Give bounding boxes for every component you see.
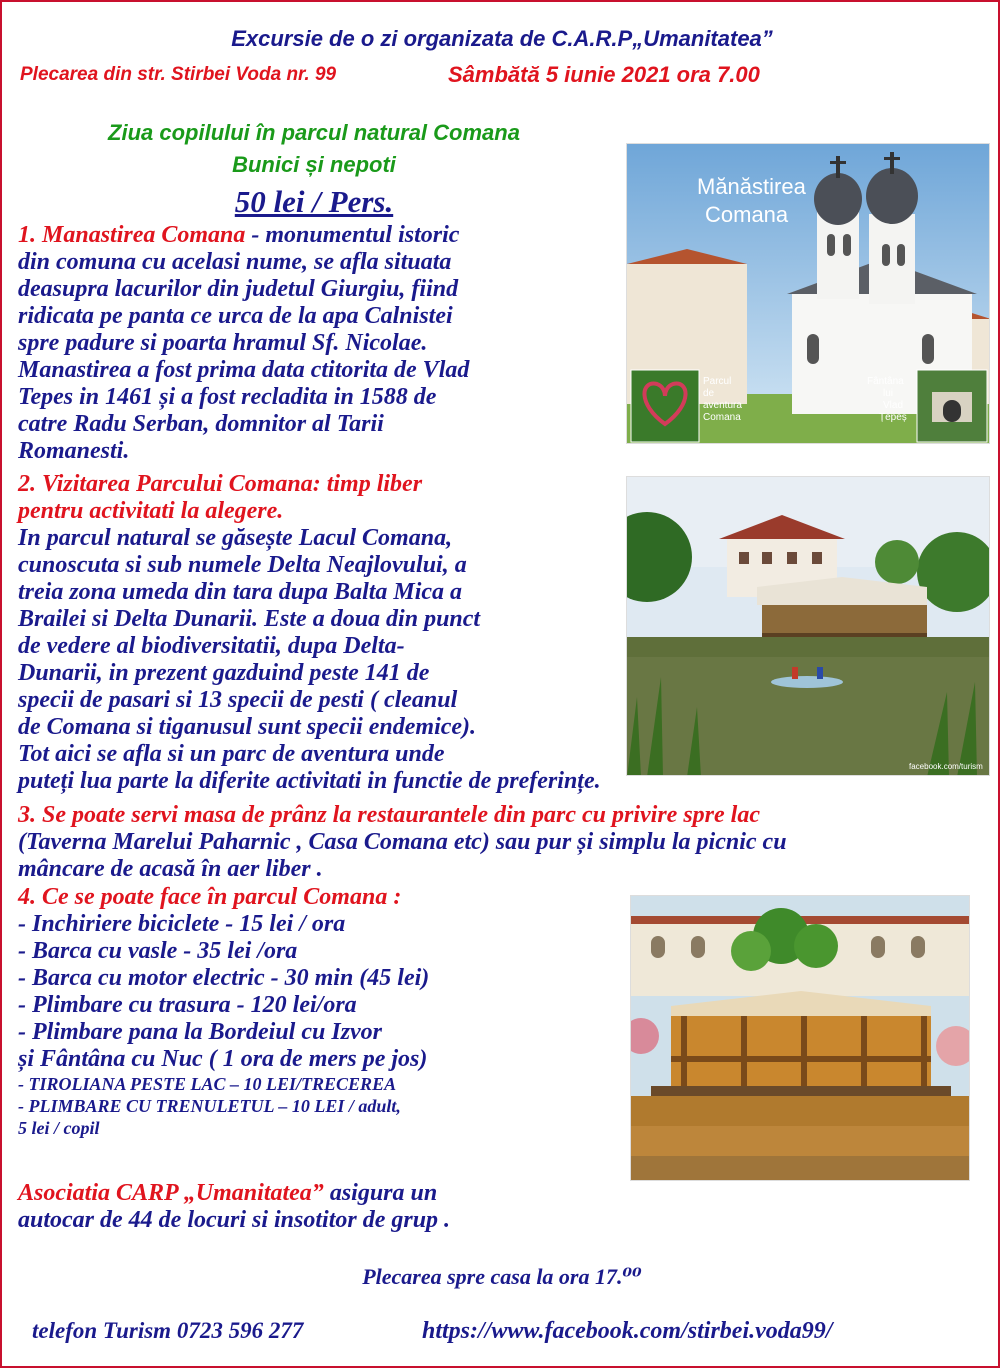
activity-item: - Barca cu vasle - 35 lei /ora bbox=[18, 938, 298, 964]
price-label: 50 lei / Pers. bbox=[234, 184, 394, 219]
section-1-line: Tepes in 1461 și a fost recladita in 1588 de bbox=[18, 384, 437, 410]
section-2-heading: pentru activitati la alegere. bbox=[18, 498, 284, 524]
section-1-heading: 1. Manastirea Comana bbox=[18, 222, 246, 248]
association-text: asigura un bbox=[323, 1180, 438, 1206]
section-1-line: ridicata pe panta ce urca de la apa Calnistei bbox=[18, 303, 453, 329]
departure-date: Sâmbătă 5 iunie 2021 ora 7.00 bbox=[448, 62, 760, 87]
activity-item: - Plimbare cu trasura - 120 lei/ora bbox=[18, 992, 357, 1018]
section-1-line: - monumentul istoric bbox=[245, 222, 460, 248]
departure-address: Plecarea din str. Stirbei Voda nr. 99 bbox=[20, 64, 337, 85]
event-subtitle: Ziua copilului în parcul natural Comana bbox=[108, 120, 520, 145]
section-2-line: Dunarii, in prezent gazduind peste 141 de bbox=[18, 660, 430, 686]
activity-item: - Inchiriere biciclete - 15 lei / ora bbox=[18, 911, 346, 937]
activity-item-small: - PLIMBARE CU TRENULETUL – 10 LEI / adult, bbox=[18, 1096, 401, 1116]
section-2-line: puteți lua parte la diferite activitati in functie de preferințe. bbox=[18, 768, 601, 794]
section-2-line: Brailei si Delta Dunarii. Este a doua din punct bbox=[18, 606, 481, 632]
section-1-line: deasupra lacurilor din judetul Giurgiu, fiind bbox=[18, 276, 459, 302]
section-1-line: spre padure si poarta hramul Sf. Nicolae. bbox=[18, 330, 428, 356]
association-name: Asociatia CARP „Umanitatea” bbox=[18, 1180, 324, 1206]
event-subtitle-2: Bunici și nepoti bbox=[232, 152, 396, 177]
section-2 bbox=[18, 471, 601, 795]
section-1 bbox=[18, 222, 469, 465]
inset-caption: de bbox=[703, 388, 715, 399]
monastery-photo bbox=[626, 143, 990, 444]
section-1-line: catre Radu Serban, domnitor al Tarii bbox=[18, 411, 384, 437]
inset-caption: Vlad bbox=[883, 400, 904, 411]
association-note bbox=[18, 1180, 450, 1234]
section-4 bbox=[18, 884, 429, 1139]
inset-caption: Parcul bbox=[703, 376, 732, 387]
section-3-line: (Taverna Marelui Paharnic , Casa Comana etc) sau pur și simplu la picnic cu bbox=[18, 829, 787, 855]
activity-item-small: 5 lei / copil bbox=[18, 1118, 100, 1138]
section-2-line: cunoscuta si sub numele Delta Neajlovului, a bbox=[18, 552, 467, 578]
photo-watermark: facebook.com/turism bbox=[909, 762, 983, 771]
facebook-link[interactable]: https://www.facebook.com/stirbei.voda99/ bbox=[422, 1318, 833, 1344]
return-time: Plecarea spre casa la ora 17.⁰⁰ bbox=[362, 1264, 642, 1289]
section-1-line: Romanesti. bbox=[18, 438, 130, 464]
activity-item: și Fântâna cu Nuc ( 1 ora de mers pe jos) bbox=[18, 1046, 428, 1072]
section-3-line: mâncare de acasă în aer liber . bbox=[18, 856, 323, 882]
section-3 bbox=[18, 802, 787, 883]
section-3-heading: 3. Se poate servi masa de prânz la restaurantele din parc cu privire spre lac bbox=[18, 802, 760, 828]
inset-caption: Fântâna bbox=[867, 376, 904, 387]
section-4-heading: 4. Ce se poate face în parcul Comana : bbox=[18, 884, 402, 910]
activity-item-small: - TIROLIANA PESTE LAC – 10 LEI/TRECEREA bbox=[18, 1074, 397, 1094]
section-1-line: din comuna cu acelasi nume, se afla situata bbox=[18, 249, 452, 275]
terrace-photo bbox=[630, 895, 970, 1181]
section-2-line: de vedere al biodiversitatii, dupa Delta- bbox=[18, 633, 405, 659]
inset-caption: Țepeș bbox=[879, 412, 907, 423]
section-2-line: In parcul natural se găsește Lacul Comana, bbox=[18, 525, 453, 551]
photo-title: Comana bbox=[705, 202, 789, 227]
section-2-line: de Comana si tiganusul sunt specii endemice). bbox=[18, 714, 477, 740]
section-2-line: specii de pasari si 13 specii de pesti ( cleanul bbox=[18, 687, 458, 713]
association-text-2: autocar de 44 de locuri si insotitor de grup . bbox=[18, 1207, 451, 1233]
flyer-title: Excursie de o zi organizata de C.A.R.P„Umanitatea” bbox=[231, 26, 773, 51]
inset-caption: aventura bbox=[703, 400, 742, 411]
inset-caption: Comana bbox=[703, 412, 741, 423]
section-2-line: Tot aici se afla si un parc de aventura unde bbox=[18, 741, 445, 767]
section-2-heading: 2. Vizitarea Parcului Comana: timp liber bbox=[18, 471, 423, 497]
section-2-line: treia zona umeda din tara dupa Balta Mica a bbox=[18, 579, 463, 605]
phone-number: telefon Turism 0723 596 277 bbox=[32, 1318, 304, 1343]
lake-restaurant-photo bbox=[626, 476, 990, 776]
activity-item: - Plimbare pana la Bordeiul cu Izvor bbox=[18, 1019, 383, 1045]
photo-title: Mănăstirea bbox=[697, 174, 806, 199]
section-1-line: Manastirea a fost prima data ctitorita de Vlad bbox=[18, 357, 470, 383]
activity-item: - Barca cu motor electric - 30 min (45 lei) bbox=[18, 965, 430, 991]
inset-caption: lui bbox=[883, 388, 894, 399]
